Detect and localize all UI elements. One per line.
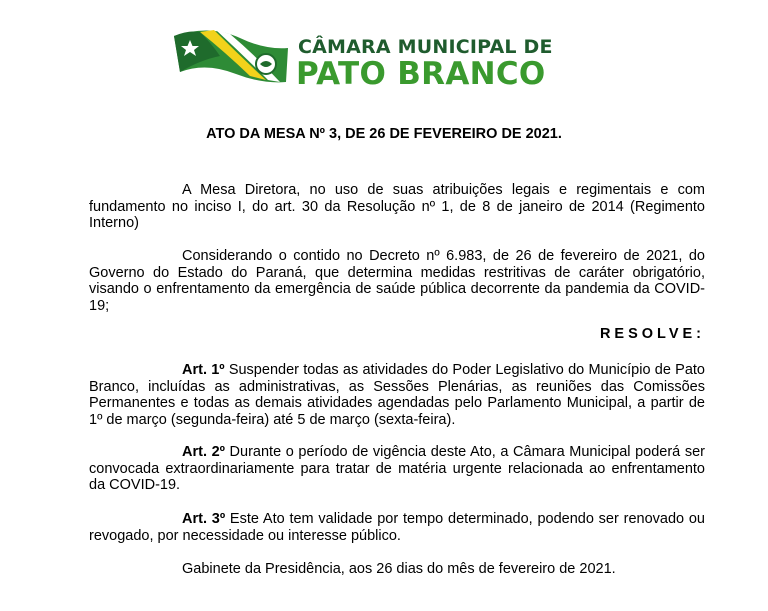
closing-paragraph bbox=[89, 561, 705, 578]
article-3 bbox=[89, 511, 705, 544]
document-title: ATO DA MESA Nº 3, DE 26 DE FEVEREIRO DE 2021. bbox=[206, 126, 562, 142]
brand-line1: CÂMARA MUNICIPAL DE bbox=[298, 36, 553, 58]
article-3-label: Art. 3º bbox=[182, 511, 226, 527]
article-1-text: Suspender todas as atividades do Poder Legislativo do Município de Pato Branco, incluídas as administrativas, as Sessões Plenárias, as reuniões das Comissões Permanentes e todas as demais atividades agendadas pelo Parlamento Municipal, a partir de 1º de março (segunda-feira) até 5 de março (sexta-feira). bbox=[89, 362, 705, 428]
header bbox=[170, 22, 590, 102]
article-1-label: Art. 1º bbox=[182, 362, 225, 378]
considering-paragraph bbox=[89, 248, 705, 314]
resolve-heading: RESOLVE: bbox=[599, 326, 705, 342]
pato-branco-flag-logo bbox=[170, 22, 292, 92]
article-1 bbox=[89, 362, 705, 428]
closing-text: Gabinete da Presidência, aos 26 dias do mês de fevereiro de 2021. bbox=[182, 561, 616, 577]
considering-text: Considerando o contido no Decreto nº 6.983, de 26 de fevereiro de 2021, do Governo do Estado do Paraná, que determina medidas restritivas de caráter obrigatório, visando o enfrentamento da emergência de saúde pública decorrente da pandemia da COVID-19; bbox=[89, 248, 705, 314]
preamble-paragraph bbox=[89, 182, 705, 232]
article-3-text: Este Ato tem validade por tempo determinado, podendo ser renovado ou revogado, por necessidade ou interesse público. bbox=[89, 511, 705, 544]
article-2-label: Art. 2º bbox=[182, 444, 225, 460]
preamble-text: A Mesa Diretora, no uso de suas atribuições legais e regimentais e com fundamento no inciso I, do art. 30 da Resolução nº 1, de 8 de janeiro de 2014 (Regimento Interno) bbox=[89, 182, 705, 231]
article-2 bbox=[89, 444, 705, 494]
brand-line2: PATO BRANCO bbox=[296, 56, 546, 92]
article-2-text: Durante o período de vigência deste Ato, a Câmara Municipal poderá ser convocada extraordinariamente para tratar de matéria urgente relacionada ao enfrentamento da COVID-19. bbox=[89, 444, 705, 493]
